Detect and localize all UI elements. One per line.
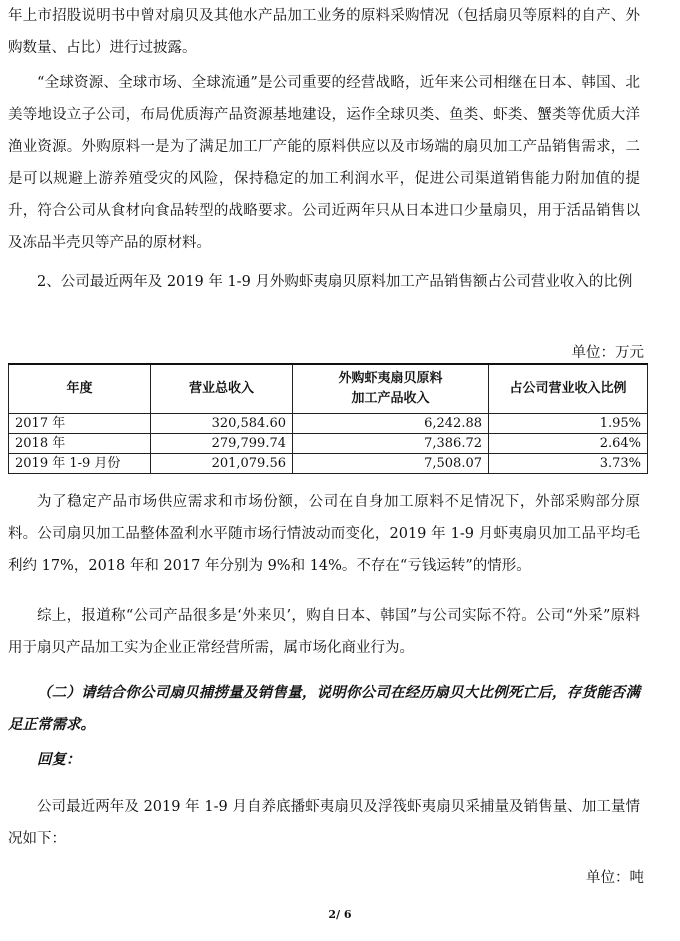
cell-ratio: 2.64% bbox=[489, 434, 648, 454]
reply-label: 回复： bbox=[37, 751, 81, 768]
paragraph-conclusion: 综上，报道称“公司产品很多是‘外来贝’，购自日本、韩国”与公司实际不符。公司“外采”原料用于扇贝产品加工实为企业正常经营所需，属市场化商业行为。 bbox=[8, 608, 640, 656]
header-sales-line1: 外购虾夷扇贝原料 bbox=[338, 371, 443, 386]
cell-revenue: 279,799.74 bbox=[151, 434, 293, 454]
paragraph-ipo-disclosure: 年上市招股说明书中曾对扇贝及其他水产品加工业务的原料采购情况（包括扇贝等原料的自产、外购数量、占比）进行过披露。 bbox=[8, 8, 640, 56]
question-heading: （二）请结合你公司扇贝捕捞量及销售量，说明你公司在经历扇贝大比例死亡后，存货能否满足正常需求。 bbox=[8, 684, 640, 733]
header-revenue: 营业总收入 bbox=[151, 364, 293, 414]
paragraph-gross-margin: 为了稳定产品市场供应需求和市场份额，公司在自身加工原料不足情况下，外部采购部分原料。公司扇贝加工品整体盈利水平随市场行情波动而变化，2019 年 1-9 月虾夷扇贝加工品平均毛利约 17%，2018 年和 2017 年分别为 9%和 14%。不存在“亏钱运转”的情形。 bbox=[8, 494, 640, 574]
paragraph-section-2-heading: 2、公司最近两年及 2019 年 1-9 月外购虾夷扇贝原料加工产品销售额占公司营业收入的比例 bbox=[37, 274, 633, 290]
page-number: 2/ 6 bbox=[328, 908, 352, 921]
revenue-ratio-table bbox=[8, 363, 648, 474]
table-unit-label: 单位：万元 bbox=[571, 345, 644, 361]
paragraph-harvest-intro: 公司最近两年及 2019 年 1-9 月自养底播虾夷扇贝及浮筏虾夷扇贝采捕量及销售量、加工量情况如下： bbox=[8, 799, 640, 847]
header-ratio: 占公司营业收入比例 bbox=[489, 364, 648, 414]
cell-year: 2018 年 bbox=[9, 434, 151, 454]
cell-ratio: 3.73% bbox=[489, 454, 648, 474]
table-header-row bbox=[9, 364, 648, 414]
cell-ratio: 1.95% bbox=[489, 414, 648, 434]
cell-revenue: 201,079.56 bbox=[151, 454, 293, 474]
cell-year: 2017 年 bbox=[9, 414, 151, 434]
table-row bbox=[9, 454, 648, 474]
header-sales-line2: 加工产品收入 bbox=[351, 391, 430, 406]
table-row bbox=[9, 434, 648, 454]
cell-sales: 6,242.88 bbox=[293, 414, 489, 434]
cell-sales: 7,508.07 bbox=[293, 454, 489, 474]
cell-sales: 7,386.72 bbox=[293, 434, 489, 454]
cell-revenue: 320,584.60 bbox=[151, 414, 293, 434]
paragraph-global-strategy: “全球资源、全球市场、全球流通”是公司重要的经营战略，近年来公司相继在日本、韩国、北美等地设立子公司，布局优质海产品资源基地建设，运作全球贝类、鱼类、虾类、蟹类等优质大洋渔业资源。外购原料一是为了满足加工厂产能的原料供应以及市场端的扇贝加工产品销售需求，二是可以规避上游养殖受灾的风险，保持稳定的加工利润水平，促进公司渠道销售能力附加值的提升，符合公司从食材向食品转型的战略要求。公司近两年只从日本进口少量扇贝，用于活品销售以及冻品半壳贝等产品的原材料。 bbox=[8, 75, 640, 251]
cell-year: 2019 年 1-9 月份 bbox=[9, 454, 151, 474]
header-year: 年度 bbox=[9, 364, 151, 414]
header-purchased-scallop-sales bbox=[293, 364, 489, 414]
table-row bbox=[9, 414, 648, 434]
table2-unit-label: 单位：吨 bbox=[586, 870, 644, 886]
